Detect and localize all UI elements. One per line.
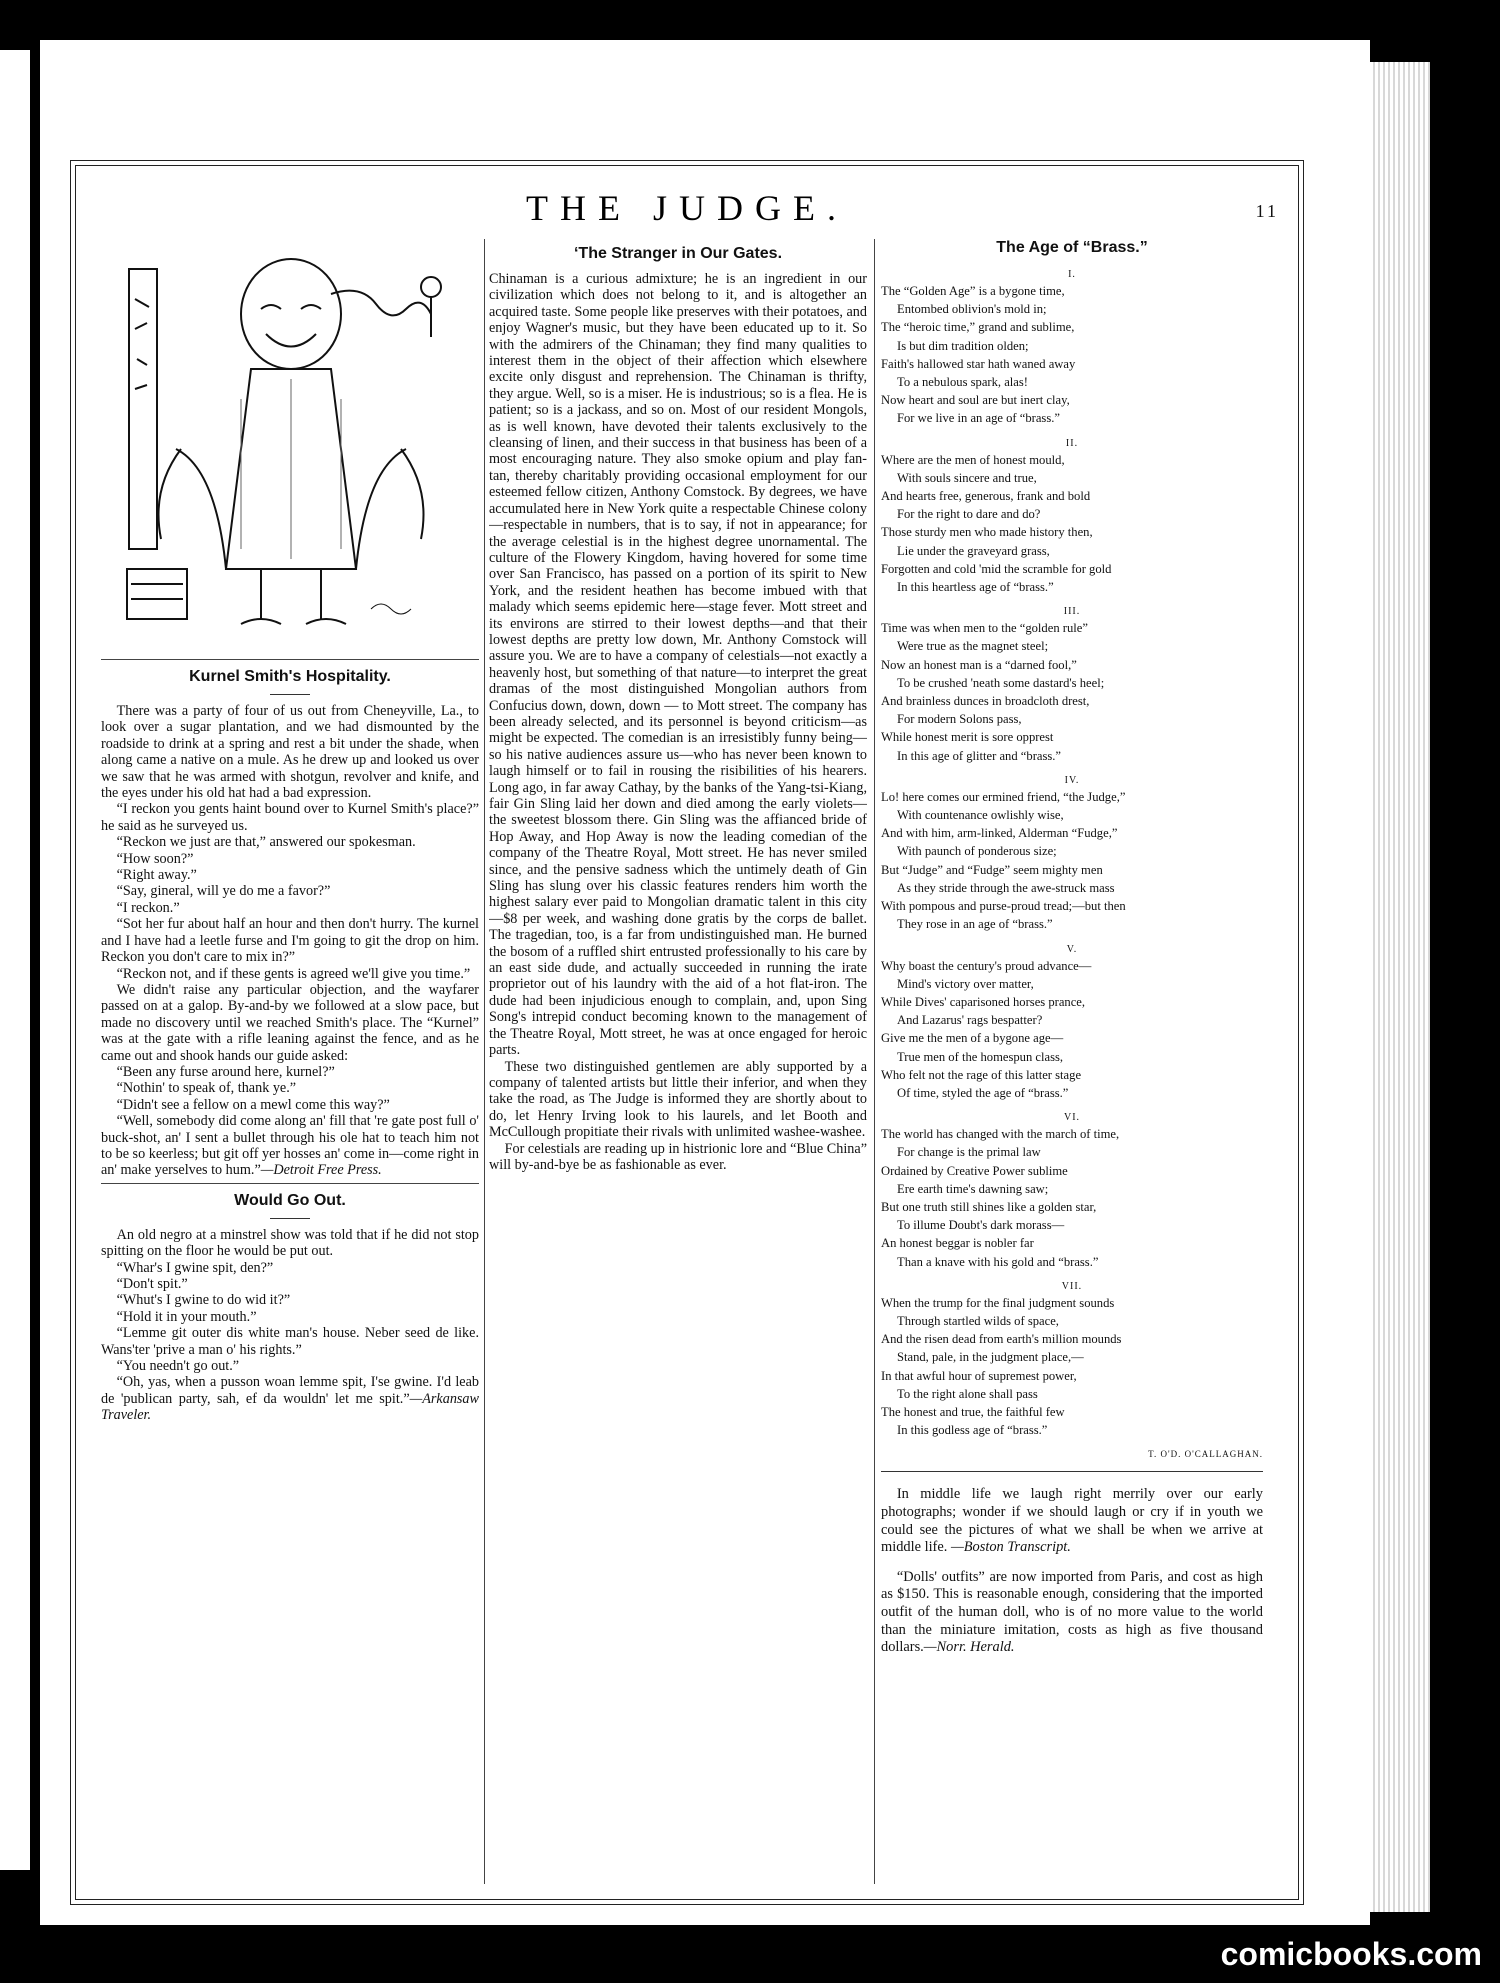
stanza-numeral: IV. (1064, 774, 1080, 786)
stanza-numeral: II. (1065, 437, 1079, 449)
dolls-paragraph (881, 1569, 1263, 1657)
would-paragraph: “Whut's I gwine to do wid it?” (116, 1292, 291, 1309)
kurnel-paragraph: “Right away.” (116, 867, 197, 884)
poem-line: Now heart and soul are but inert clay, (881, 393, 1070, 408)
stanza-numeral: VII. (1061, 1280, 1083, 1292)
would-paragraph: “You needn't go out.” (116, 1358, 240, 1375)
poem-line: To be crushed 'neath some dastard's heel; (897, 675, 1105, 690)
would-paragraph: “Lemme git outer dis white man's house. Neber seed de like. Wans'ter 'prive a man o' his rights.” (101, 1325, 479, 1358)
brass-poem (881, 269, 1263, 1439)
kurnel-paragraph: “Didn't see a fellow on a mewl come this way?” (116, 1096, 390, 1113)
page-number: 11 (1255, 201, 1279, 221)
would-article (101, 1227, 479, 1424)
poem-line: In this age of glitter and “brass.” (897, 748, 1062, 763)
poem-line: Those sturdy men who made history then, (881, 525, 1093, 540)
stranger-article (489, 271, 867, 1173)
column-left (101, 239, 479, 1884)
column-rule (874, 239, 875, 1884)
stranger-heading: ‘The Stranger in Our Gates. (573, 245, 783, 262)
poem-line: And hearts free, generous, frank and bold (881, 489, 1091, 504)
poem-line: Time was when men to the “golden rule” (881, 621, 1088, 636)
column-right (881, 239, 1263, 1884)
poem-signature: T. O'D. O'CALLAGHAN. (1148, 1449, 1263, 1460)
poem-line: Why boast the century's proud advance— (881, 958, 1092, 973)
stanza-numeral: I. (1068, 269, 1076, 280)
would-paragraph: “Don't spit.” (116, 1276, 188, 1292)
middle-life-text: In middle life we laugh right merrily over our early photographs; wonder if we should laugh or cry if in youth we could see the pictures of what we shall be when we arrive at middle life. (881, 1486, 1263, 1556)
poem-stanza (881, 438, 1263, 597)
watermark: comicbooks.com (1220, 1936, 1482, 1972)
kurnel-paragraph: “Sot her fur about half an hour and then don't hurry. The kurnel and I have had a leetle furse and I'm going to git the drop on him. Reckon you don't care to mix in?” (101, 916, 479, 966)
would-paragraph: An old negro at a minstrel show was told that if he did not stop spitting on the floor he would be put out. (101, 1226, 479, 1260)
poem-line: With souls sincere and true, (897, 470, 1037, 485)
stranger-paragraph: For celestials are reading up in histrionic lore and “Blue China” will by-and-bye be as fashionable as ever. (489, 1140, 867, 1173)
kurnel-paragraph: “Say, gineral, will ye do me a favor?” (116, 883, 331, 900)
caricature-drawing (101, 239, 479, 651)
kurnel-last-text: “Well, somebody did come along an' fill that 're gate post full o' buck-shot, an' I sent a bullet through his ole hat to teach him not to be so keerless; but git off yer hosses an' come in—come right in an' make yerselves to hum.” (101, 1113, 479, 1179)
would-paragraph (101, 1374, 479, 1423)
poem-line: Who felt not the rage of this latter stage (881, 1067, 1082, 1082)
poem-line: Entombed oblivion's mold in; (897, 302, 1047, 317)
stranger-paragraph: Chinaman is a curious admixture; he is an ingredient in our civilization which does not belong to it, and is altogether an acquired taste. Some people like preserves with their potatoes, and enjoy Wagner's music, but they have been educated up to it. So with the admirers of the Chinaman; they find many qualities to interest them in the object of their affection which elsewhere excite only disgust and reprehension. The Chinaman is thrifty, they argue. Well, so is a miser. He is industrious; so is a flea. He is patient; so is a jackass, and so on. Most of our resident Mongols, as is well known, have devoted their talents exclusively to the cleansing of linen, and their success in that business has been of a most encouraging nature. They also smoke opium and play fan-tan, thereby charitably providing occasional employment for our esteemed fellow citizen, Anthony Comstock. By degrees, we have accumulated here in New York quite a respectable Chinese colony—respectable in numbers, that is to say, if not in appearance; for the average celestial is in the highest degree unornamental. The culture of the Flowery Kingdom, having hovered for some time over San Francisco, has passed on a portion of its spirit to New York, and the resident heathen has become imbued with that malady which seems epidemic here—stage fever. Mott street and its environs are stirred to their lowest depths—and that their lowest depths are pretty low down, Mr. Anthony Comstock will assure you. We are to have a company of celestials—not exactly a heavenly host, but something of that nature—to interpret the great dramas of the most distinguished Mongolian authors from Confucius down, down, down — to Mott street. The company has been already selected, and its personnel is beyond criticism—as might be expected. The comedian is an irresistibly funny being—so his native audiences assure us—who has never been known to laugh himself or to fail in rousing the risibilities of his hearers. Long ago, in far away Cathay, by the banks of the Yang-tsi-Kiang, fair Gin Sling laid her down and died among the early violets—the sweetest blossom there. Gin Sling was the affianced bride of Hop Away, and Hop Away is now the leading comedian of the company of the Theatre Royal, Mott street. He has never smiled since, and the pensive sadness which the untimely death of Gin Sling has slung over his classic features renders him worth the highest salary ever paid to Mongolian dramatic talent in this city—$8 per week, and washing done gratis by the corps de ballet. The tragedian, too, is a far from undistinguished man. He burned the bosom of a ruffled shirt entrusted professionally to his care by an east side dude, and actually succeeded in running the irate proprietor out of his laundry with the aid of a hot flat-iron. The dude had been injudicious enough to complain, and, upon Sing Song's intrepid conduct becoming known to the management of the Theatre Royal, Mott street, he was at once engaged for heroic parts. (489, 271, 867, 1059)
poem-stanza (881, 1112, 1263, 1271)
poem-line: And with him, arm-linked, Alderman “Fudge,” (881, 826, 1118, 841)
poem-line: Now an honest man is a “darned fool,” (881, 657, 1077, 672)
poem-line: Stand, pale, in the judgment place,— (897, 1350, 1084, 1365)
poem-line: To a nebulous spark, alas! (897, 375, 1028, 390)
poem-line: In this godless age of “brass.” (897, 1423, 1048, 1438)
kurnel-paragraph: “How soon?” (116, 850, 194, 867)
kurnel-article (101, 703, 479, 1179)
would-paragraph: “Hold it in your mouth.” (116, 1308, 257, 1325)
poem-line: But one truth still shines like a golden star, (881, 1199, 1097, 1214)
dolls-text: “Dolls' outfits” are now imported from Paris, and cost as high as $150. This is reasonable enough, considering that the imported outfit of the human doll, who is of no more value to the world than the miniature imitation, costs as high as five thousand dollars. (881, 1568, 1263, 1656)
poem-line: Lo! here comes our ermined friend, “the Judge,” (881, 789, 1126, 804)
poem-line: For we live in an age of “brass.” (897, 411, 1060, 426)
section-rule (881, 1471, 1263, 1472)
poem-line: As they stride through the awe-struck mass (897, 880, 1115, 895)
brass-heading: The Age of “Brass.” (996, 239, 1148, 256)
poem-line: And brainless dunces in broadcloth drest, (881, 694, 1090, 709)
poem-line: For the right to dare and do? (897, 507, 1041, 522)
kurnel-paragraph: “I reckon you gents haint bound over to Kurnel Smith's place?” he said as he surveyed us. (101, 801, 479, 834)
poem-stanza (881, 269, 1263, 428)
kurnel-paragraph: We didn't raise any particular objection, and the wayfarer passed on at a galop. By-and-by we followed at a slow pace, but made no discovery until we reached Smith's place. The “Kurnel” was at the gate with a rifle leaning against the fence, and as he came out and shook hands our guide asked: (101, 981, 479, 1064)
poem-line: The honest and true, the faithful few (881, 1404, 1065, 1419)
poem-line: When the trump for the final judgment sounds (881, 1295, 1115, 1310)
poem-line: With paunch of ponderous size; (897, 844, 1057, 859)
poem-line: While Dives' caparisoned horses prance, (881, 994, 1086, 1009)
section-rule (101, 659, 479, 660)
poem-line: The world has changed with the march of time, (881, 1127, 1120, 1142)
page-frame (70, 160, 1304, 1905)
poem-line: Give me the men of a bygone age— (881, 1031, 1064, 1046)
poem-line: To illume Doubt's dark morass— (897, 1218, 1065, 1233)
kurnel-paragraph: There was a party of four of us out from Cheneyville, La., to look over a sugar plantation, and we had dismounted by the roadside to drink at a spring and rest a bit under the shade, when along came a native on a mule. As he drew up and looked us over we saw that he was armed with shotgun, revolver and knife, and the eyes under his old hat had a bad expression. (101, 703, 479, 802)
section-rule (101, 1183, 479, 1184)
column-rule (484, 239, 485, 1884)
poem-line: Were true as the magnet steel; (897, 639, 1049, 654)
would-heading: Would Go Out. (234, 1191, 346, 1209)
would-source: —Arkansaw Traveler. (101, 1390, 479, 1424)
poem-stanza (881, 1281, 1263, 1440)
kurnel-paragraph: “Nothin' to speak of, thank ye.” (116, 1080, 297, 1097)
poem-stanza (881, 944, 1263, 1103)
heading-rule (270, 1218, 310, 1219)
middle-life-source: —Boston Transcript. (950, 1539, 1071, 1556)
poem-line: To the right alone shall pass (897, 1386, 1038, 1401)
poem-line: Through startled wilds of space, (897, 1313, 1059, 1328)
poem-line: The “heroic time,” grand and sublime, (881, 320, 1075, 335)
magazine-page (40, 40, 1370, 1925)
middle-life-paragraph (881, 1486, 1263, 1556)
kurnel-heading: Kurnel Smith's Hospitality. (189, 668, 391, 685)
poem-line: While honest merit is sore opprest (881, 730, 1054, 745)
poem-line: And the risen dead from earth's million mounds (881, 1332, 1122, 1347)
poem-line: Faith's hallowed star hath waned away (881, 356, 1076, 371)
kurnel-paragraph: “I reckon.” (116, 899, 180, 916)
would-last-text: “Oh, yas, when a pusson woan lemme spit, I'se gwine. I'd leab de 'publican party, sah, ef da wouldn' let me spit.” (101, 1374, 479, 1407)
poem-line: With pompous and purse-proud tread;—but then (881, 899, 1126, 914)
poem-line: With countenance owlishly wise, (897, 808, 1064, 823)
would-paragraph: “Whar's I gwine spit, den?” (116, 1259, 274, 1276)
poem-line: In that awful hour of supremest power, (881, 1368, 1077, 1383)
stanza-numeral: V. (1066, 943, 1078, 955)
kurnel-source: —Detroit Free Press. (260, 1162, 382, 1179)
masthead-title: THE JUDGE. (526, 188, 848, 228)
poem-line: They rose in an age of “brass.” (897, 917, 1053, 932)
poem-line: Ordained by Creative Power sublime (881, 1163, 1068, 1178)
stanza-numeral: VI. (1063, 1112, 1081, 1124)
poem-line: Forgotten and cold 'mid the scramble for gold (881, 561, 1112, 576)
facing-page-edge (0, 50, 30, 1870)
poem-line: Mind's victory over matter, (897, 976, 1034, 991)
poem-line: An honest beggar is nobler far (881, 1236, 1034, 1251)
poem-line: The “Golden Age” is a bygone time, (881, 284, 1065, 298)
kurnel-paragraph (101, 1113, 479, 1179)
poem-line: Than a knave with his gold and “brass.” (897, 1254, 1099, 1269)
poem-line: True men of the homespun class, (897, 1049, 1064, 1064)
poem-line: Is but dim tradition olden; (897, 338, 1029, 353)
kurnel-paragraph: “Been any furse around here, kurnel?” (116, 1063, 335, 1080)
stranger-paragraph: These two distinguished gentlemen are ably supported by a company of talented artists but little their inferior, and when they take the road, as The Judge is informed they are shortly about to do, let Henry Irving look to his laurels, and let Booth and McCullough propitiate their rivals with unlimited washee-washee. (489, 1058, 867, 1141)
poem-line: Ere earth time's dawning saw; (897, 1181, 1049, 1196)
stanza-numeral: III. (1063, 606, 1081, 618)
poem-line: In this heartless age of “brass.” (897, 580, 1054, 595)
poem-line: Where are the men of honest mould, (881, 452, 1065, 467)
poem-stanza (881, 775, 1263, 934)
poem-line: For change is the primal law (897, 1145, 1041, 1160)
poem-line: But “Judge” and “Fudge” seem mighty men (881, 862, 1103, 877)
chinaman-illustration (101, 239, 479, 651)
heading-rule (270, 694, 310, 695)
stacked-page-edges (1360, 62, 1430, 1912)
dolls-source: —Norr. Herald. (923, 1639, 1015, 1656)
kurnel-paragraph: “Reckon not, and if these gents is agreed we'll give you time.” (116, 965, 471, 982)
poem-stanza (881, 606, 1263, 765)
kurnel-paragraph: “Reckon we just are that,” answered our spokesman. (116, 834, 416, 851)
poem-line: Lie under the graveyard grass, (897, 543, 1050, 558)
column-middle (489, 239, 867, 1884)
poem-line: For modern Solons pass, (897, 712, 1022, 727)
poem-line: Of time, styled the age of “brass.” (897, 1085, 1069, 1100)
poem-line: And Lazarus' rags bespatter? (897, 1013, 1043, 1028)
